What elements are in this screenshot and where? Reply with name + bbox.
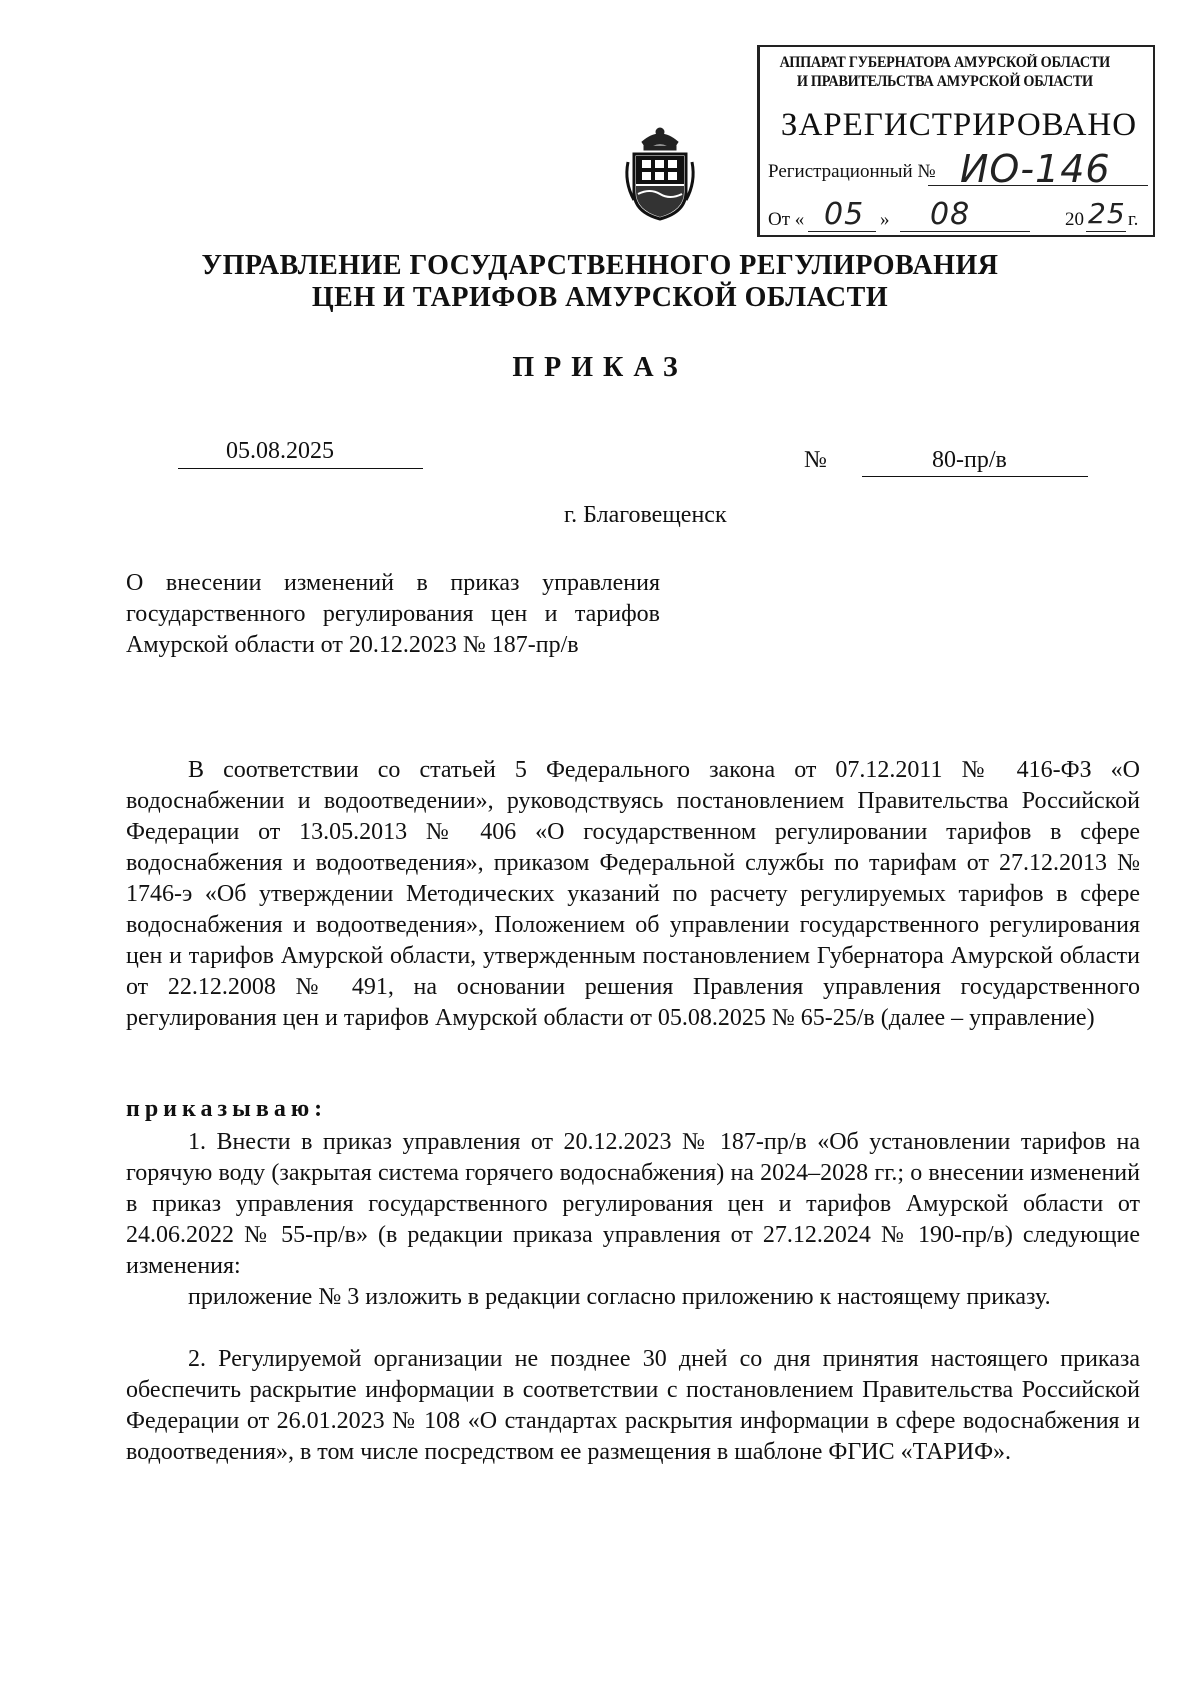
coat-of-arms-emblem [620,122,700,222]
stamp-org-line1: АППАРАТ ГУБЕРНАТОРА АМУРСКОЙ ОБЛАСТИ [779,54,1110,71]
stamp-date-from: От « [768,209,805,230]
issuing-authority-line2: ЦЕН И ТАРИФОВ АМУРСКОЙ ОБЛАСТИ [311,282,889,313]
order-word: приказываю: [126,1096,328,1122]
order-item-1-subitem: приложение № 3 изложить в редакции согласно приложению к настоящему приказу. [188,1284,1051,1310]
order-number: 80-пр/в [932,447,1007,473]
stamp-org-line2: И ПРАВИТЕЛЬСТВА АМУРСКОЙ ОБЛАСТИ [796,73,1093,90]
order-date: 05.08.2025 [226,438,334,464]
stamp-day: 05 [824,197,865,232]
preamble-paragraph: В соответствии со статьей 5 Федерального закона от 07.12.2011 № 416-ФЗ «О водоснабжении и водоотведении», руководствуясь постановлением Правительства Российской Федерации от 13.05.2013 № 406 «О государственном регулировании тарифов в сфере водоснабжения и водоотведения», приказом Федеральной службы по тарифам от 27.12.2013 № 1746-э «Об утверждении Методических указаний по расчету регулируемых тарифов в сфере водоснабжения и водоотведения», Положением об управлении государственного регулирования цен и тарифов Амурской области, утвержденным постановлением Губернатора Амурской области от 22.12.2008 № 491, на основании решения Правления управления государственного регулирования цен и тарифов Амурской области от 05.08.2025 № 65-25/в (далее – управление) [126,757,1140,1031]
issuing-authority-line1: УПРАВЛЕНИЕ ГОСУДАРСТВЕННОГО РЕГУЛИРОВАНИЯ [201,250,999,281]
order-date-underline [178,468,423,469]
stamp-status: ЗАРЕГИСТРИРОВАНО [780,107,1138,143]
stamp-day-close: » [880,209,890,230]
stamp-year-suffix: 25 [1088,197,1126,230]
order-number-underline [862,476,1088,477]
city: г. Благовещенск [564,502,727,528]
stamp-organization [770,53,1120,91]
stamp-year-underline [1086,231,1126,232]
stamp-reg-number: ИО-146 [960,147,1111,191]
stamp-year-end: г. [1128,209,1139,230]
stamp-reg-label: Регистрационный № [768,161,936,182]
stamp-year-prefix: 20 [1065,209,1084,230]
order-subject: О внесении изменений в приказ управления государственного регулирования цен и тарифов Амурской области от 20.12.2023 № 187-пр/в [126,570,660,658]
document-type-title: ПРИКАЗ [512,352,688,383]
registration-stamp [757,45,1155,237]
order-item-2: 2. Регулируемой организации не позднее 30 дней со дня принятия настоящего приказа обеспечить раскрытие информации в соответствии с постановлением Правительства Российской Федерации от 26.01.2023 № 108 «О стандартах раскрытия информации в сфере водоснабжения и водоотведения», в том числе посредством ее размещения в шаблоне ФГИС «ТАРИФ». [126,1346,1140,1465]
order-item-1: 1. Внести в приказ управления от 20.12.2023 № 187-пр/в «Об установлении тарифов на горячую воду (закрытая система горячего водоснабжения) на 2024–2028 гг.; о внесении изменений в приказ управления государственного регулирования цен и тарифов Амурской области от 24.06.2022 № 55-пр/в» (в редакции приказа управления от 27.12.2024 № 190-пр/в) следующие изменения: [126,1129,1140,1279]
stamp-month: 08 [930,197,971,232]
order-number-label: № [804,447,827,473]
